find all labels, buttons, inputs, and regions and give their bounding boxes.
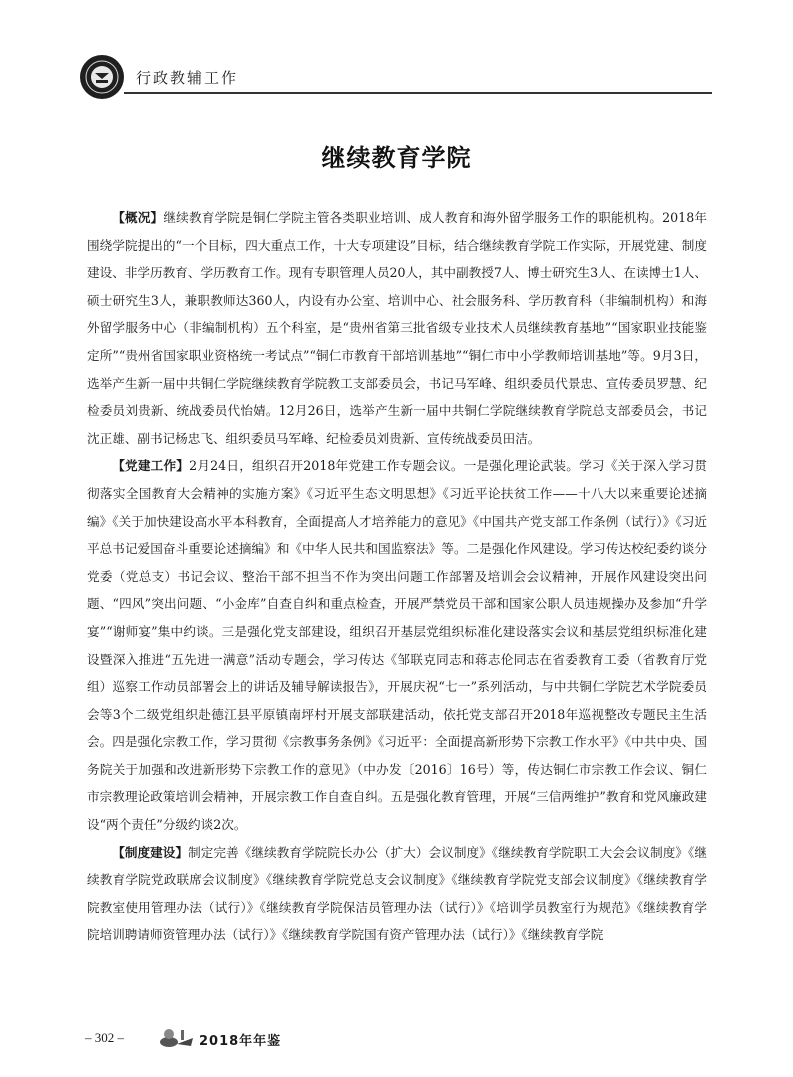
paragraph-text: 继续教育学院是铜仁学院主管各类职业培训、成人教育和海外留学服务工作的职能机构。2018年围绕学院提出的“一个目标，四大重点工作，十大专项建设”目标，结合继续教育学院工作实际，开展党建、制度建设、非学历教育、学历教育工作。现有专职管理人员20人，其中副教授7人、博士研究生3人、在读博士1人、硕士研究生3人，兼职教师达360人，内设有办公室、培训中心、社会服务科、学历教育科（非编制机构）和海外留学服务中心（非编制机构）五个科室，是“贵州省第三批省级专业技术人员继续教育基地”“国家职业技能鉴定所”“贵州省国家职业资格统一考试点”“铜仁市教育干部培训基地”“铜仁市中小学教师培训基地”等。9月3日，选举产生新一届中共铜仁学院继续教育学院教工支部委员会，书记马军峰、组织委员代景忠、宣传委员罗慧、纪检委员刘贵新、统战委员代怡婧。12月26日，选举产生新一届中共铜仁学院继续教育学院总支部委员会，书记沈正雄、副书记杨忠飞、组织委员马军峰、纪检委员刘贵新、宣传统战委员田洁。 [87,210,708,446]
page-footer [85,1026,385,1052]
paragraph-text: 2月24日，组织召开2018年党建工作专题会议。一是强化理论武装。学习《关于深入学习贯彻落实全国教育大会精神的实施方案》《习近平生态文明思想》《习近平论扶贫工作——十八大以来重要论述摘编》《关于加快建设高水平本科教育，全面提高人才培养能力的意见》《中国共产党支部工作条例（试行）》《习近平总书记爱国奋斗重要论述摘编》和《中华人民共和国监察法》等。二是强化作风建设。学习传达校纪委约谈分党委（党总支）书记会议、整治干部不担当不作为突出问题工作部署及培训会会议精神，开展作风建设突出问题、“四风”突出问题、“小金库”自查自纠和重点检查，开展严禁党员干部和国家公职人员违规操办及参加“升学宴”“谢师宴”集中约谈。三是强化党支部建设，组织召开基层党组织标准化建设落实会议和基层党组织标准化建设暨深入推进“五先进一满意”活动专题会，学习传达《邹联克同志和蒋志伦同志在省委教育工委（省教育厅党组）巡察工作动员部署会上的讲话及辅导解读报告》，开展庆祝“七一”系列活动，与中共铜仁学院艺术学院委员会等3个二级党组织赴德江县平原镇南坪村开展支部联建活动，依托党支部召开2018年巡视整改专题民主生活会。四是强化宗教工作，学习贯彻《宗教事务条例》《习近平：全面提高新形势下宗教工作水平》《中共中央、国务院关于加强和改进新形势下宗教工作的意见》（中办发〔2016〕16号）等，传达铜仁市宗教工作会议、铜仁市宗教理论政策培训会精神，开展宗教工作自查自纠。五是强化教育管理，开展“三信两维护”教育和党风廉政建设“两个责任”分级约谈2次。 [87,458,708,833]
university-seal-icon [80,55,124,99]
paragraph-tag: 【党建工作】 [112,458,190,474]
yearbook-emblem-icon [157,1026,195,1054]
page-header [80,55,712,101]
paragraph-system-building [87,839,707,949]
header-divider [124,92,712,94]
page-number: – 302 – [85,1030,124,1045]
yearbook-label: 2018年年鉴 [199,1034,282,1049]
paragraph-overview [87,204,707,452]
article-body [87,204,707,949]
page-title: 继续教育学院 [321,144,472,172]
paragraph-tag: 【概况】 [112,210,164,225]
paragraph-text: 制定完善《继续教育学院院长办公（扩大）会议制度》《继续教育学院职工大会会议制度》《继续教育学院党政联席会议制度》《继续教育学院党总支会议制度》《继续教育学院党支部会议制度》《继续教育学院教室使用管理办法（试行）》《继续教育学院保洁员管理办法（试行）》《培训学员教室行为规范》《继续教育学院培训聘请师资管理办法（试行）》《继续教育学院国有资产管理办法（试行）》《继续教育学院 [87,844,707,943]
paragraph-tag: 【制度建设】 [112,844,189,860]
header-section-title: 行政教辅工作 [136,69,239,87]
paragraph-party-building [87,452,707,838]
